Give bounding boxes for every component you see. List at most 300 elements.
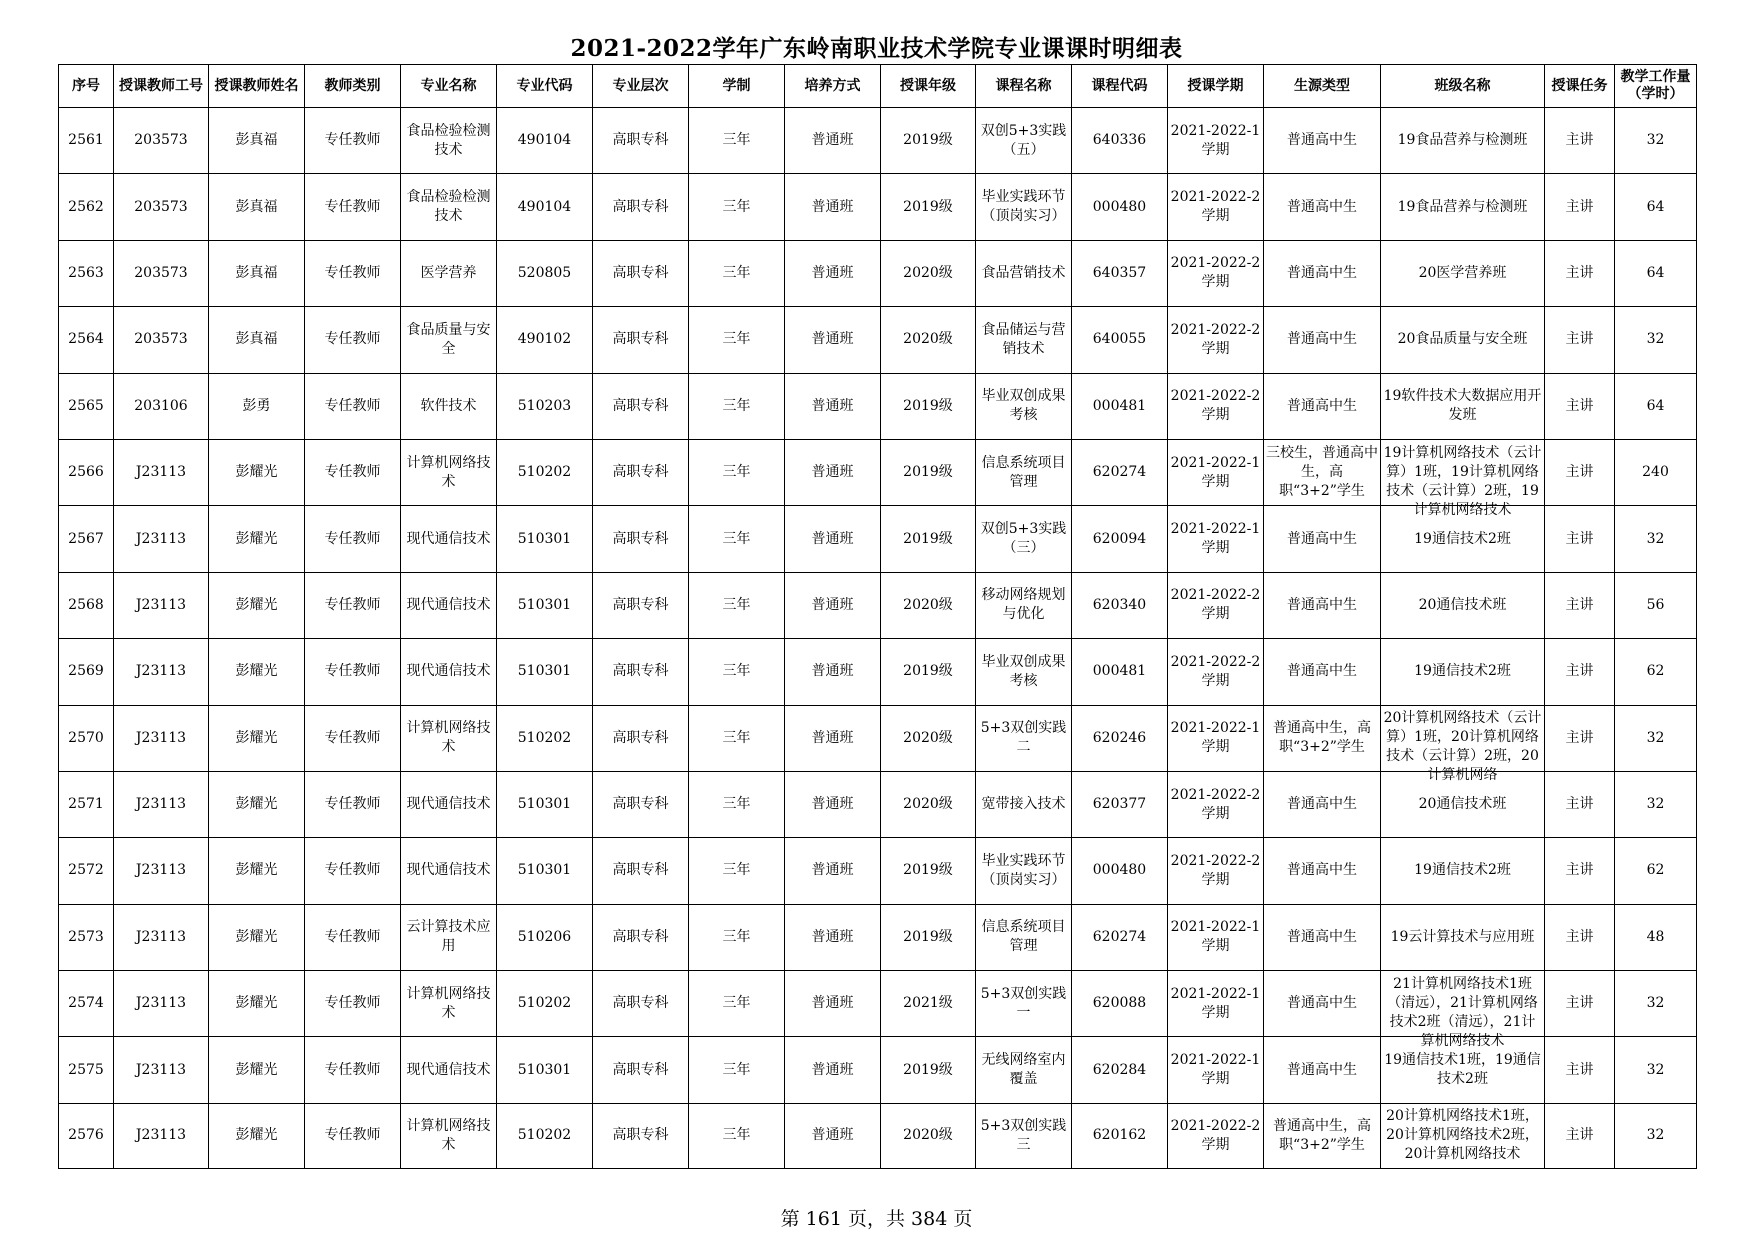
teacher-id-text: J23113 — [135, 729, 187, 746]
teacher-id-text: J23113 — [135, 464, 187, 481]
row-number-text: 2572 — [68, 862, 104, 879]
cell-major-code — [497, 373, 593, 439]
cell-major-level — [593, 904, 689, 970]
cell-student-source — [1264, 771, 1381, 837]
cell-class-name — [1381, 971, 1545, 1049]
cell-major-name — [401, 1103, 497, 1168]
major-name-text: 软件技术 — [420, 397, 477, 414]
cell-student-source — [1264, 108, 1381, 174]
course-name-text: 5+3双创实践三 — [980, 1117, 1067, 1153]
cell-semester — [1168, 506, 1264, 572]
cell-training-mode — [785, 439, 881, 505]
cell-teaching-role — [1545, 771, 1615, 837]
cell-semester — [1168, 838, 1264, 904]
cell-student-source — [1264, 174, 1381, 240]
workload-hours-text: 62 — [1646, 663, 1665, 680]
cell-teaching-role — [1545, 1103, 1615, 1168]
cell-major-name — [401, 373, 497, 439]
major-name-text: 云计算技术应用 — [406, 919, 491, 955]
course-code-text: 620340 — [1092, 596, 1147, 613]
cell-course-code — [1072, 174, 1168, 240]
cell-teaching-role — [1545, 240, 1615, 306]
cell-course-code — [1072, 1103, 1168, 1168]
table-row — [59, 971, 1697, 1037]
course-code-text: 620094 — [1092, 530, 1147, 547]
cell-class-name — [1381, 307, 1545, 373]
major-name-text: 现代通信技术 — [406, 862, 491, 879]
cell-major-code — [497, 240, 593, 306]
cell-workload-hours — [1615, 1037, 1697, 1103]
cell-course-name — [976, 771, 1072, 837]
cell-major-name — [401, 572, 497, 638]
semester-text: 2021-2022-2学期 — [1170, 1117, 1261, 1153]
grade-text: 2019级 — [903, 464, 953, 481]
program-length-text: 三年 — [722, 397, 751, 414]
cell-program-length — [689, 838, 785, 904]
class-name-text: 19食品营养与检测班 — [1397, 198, 1528, 215]
teacher-type-text: 专任教师 — [324, 198, 381, 215]
cell-teacher-id — [114, 639, 209, 705]
cell-row-number — [59, 838, 114, 904]
course-code-text: 640357 — [1092, 264, 1147, 281]
class-name-text: 19通信技术2班 — [1414, 862, 1511, 879]
grade-text: 2019级 — [903, 663, 953, 680]
program-length-text: 三年 — [722, 862, 751, 879]
course-name-text: 食品储运与营销技术 — [981, 321, 1066, 357]
teacher-id-text: J23113 — [135, 530, 187, 547]
cell-teacher-type — [305, 838, 401, 904]
teacher-type-text: 专任教师 — [324, 862, 381, 879]
cell-teacher-id — [114, 506, 209, 572]
cell-major-name — [401, 639, 497, 705]
cell-course-name — [976, 705, 1072, 771]
class-name-text: 19计算机网络技术（云计算）1班，19计算机网络技术（云计算）2班，19计算机网络技术 — [1383, 444, 1542, 518]
cell-grade — [881, 572, 976, 638]
major-level-text: 高职专科 — [612, 1127, 669, 1144]
cell-course-code — [1072, 904, 1168, 970]
cell-teaching-role — [1545, 439, 1615, 505]
major-level-text: 高职专科 — [612, 530, 669, 547]
col-header: 序号 — [59, 65, 114, 108]
grade-text: 2019级 — [903, 1061, 953, 1078]
cell-training-mode — [785, 307, 881, 373]
student-source-text: 普通高中生 — [1287, 1061, 1357, 1078]
cell-program-length — [689, 439, 785, 505]
cell-student-source — [1264, 506, 1381, 572]
cell-teacher-name — [209, 971, 305, 1037]
cell-student-source — [1264, 572, 1381, 638]
teacher-type-text: 专任教师 — [324, 397, 381, 414]
cell-workload-hours — [1615, 373, 1697, 439]
cell-training-mode — [785, 639, 881, 705]
teacher-name-text: 彭耀光 — [235, 464, 278, 481]
cell-course-name — [976, 1103, 1072, 1168]
cell-teacher-name — [209, 174, 305, 240]
student-source-text: 普通高中生，高职“3+2”学生 — [1273, 1117, 1371, 1153]
teaching-role-text: 主讲 — [1565, 995, 1594, 1012]
cell-major-name — [401, 240, 497, 306]
program-length-text: 三年 — [722, 198, 751, 215]
major-code-text: 490104 — [517, 198, 572, 215]
cell-teaching-role — [1545, 705, 1615, 771]
semester-text: 2021-2022-2学期 — [1170, 189, 1261, 225]
row-number-text: 2567 — [68, 530, 104, 547]
cell-major-code — [497, 572, 593, 638]
page-number-footer: 第 161 页，共 384 页 — [780, 1208, 973, 1230]
cell-teacher-name — [209, 904, 305, 970]
course-code-text: 620088 — [1092, 995, 1147, 1012]
teacher-id-text: J23113 — [135, 928, 187, 945]
major-name-text: 现代通信技术 — [406, 530, 491, 547]
cell-semester — [1168, 771, 1264, 837]
teaching-role-text: 主讲 — [1565, 729, 1594, 746]
cell-teaching-role — [1545, 506, 1615, 572]
cell-class-name — [1381, 108, 1545, 174]
training-mode-text: 普通班 — [811, 530, 854, 547]
teaching-role-text: 主讲 — [1565, 796, 1594, 813]
cell-teaching-role — [1545, 1037, 1615, 1103]
table-row — [59, 705, 1697, 771]
cell-grade — [881, 705, 976, 771]
cell-major-name — [401, 439, 497, 505]
cell-semester — [1168, 1037, 1264, 1103]
major-level-text: 高职专科 — [612, 796, 669, 813]
cell-semester — [1168, 439, 1264, 505]
cell-major-code — [497, 904, 593, 970]
grade-text: 2020级 — [903, 596, 953, 613]
semester-text: 2021-2022-1学期 — [1170, 1052, 1261, 1088]
workload-hours-text: 64 — [1646, 264, 1665, 281]
cell-teacher-type — [305, 572, 401, 638]
col-header: 授课教师姓名 — [209, 65, 305, 108]
cell-course-code — [1072, 572, 1168, 638]
cell-teacher-type — [305, 1103, 401, 1168]
cell-training-mode — [785, 240, 881, 306]
course-code-text: 620162 — [1092, 1127, 1147, 1144]
cell-teacher-type — [305, 904, 401, 970]
row-number-text: 2570 — [68, 729, 104, 746]
course-name-text: 毕业双创成果考核 — [981, 388, 1066, 424]
course-name-text: 毕业实践环节（顶岗实习） — [981, 852, 1066, 888]
row-number-text: 2576 — [68, 1127, 104, 1144]
teacher-name-text: 彭耀光 — [235, 1127, 278, 1144]
cell-course-code — [1072, 639, 1168, 705]
training-mode-text: 普通班 — [811, 397, 854, 414]
teacher-id-text: J23113 — [135, 796, 187, 813]
workload-hours-text: 32 — [1646, 132, 1665, 149]
cell-course-name — [976, 108, 1072, 174]
teacher-id-text: 203106 — [134, 397, 188, 414]
class-name-text: 20医学营养班 — [1418, 264, 1507, 281]
cell-program-length — [689, 904, 785, 970]
major-code-text: 510202 — [517, 1127, 572, 1144]
cell-class-name — [1381, 1103, 1545, 1168]
cell-semester — [1168, 1103, 1264, 1168]
cell-teaching-role — [1545, 904, 1615, 970]
major-code-text: 510301 — [517, 1061, 572, 1078]
major-level-text: 高职专科 — [612, 995, 669, 1012]
program-length-text: 三年 — [722, 464, 751, 481]
major-code-text: 510301 — [517, 862, 572, 879]
cell-teacher-type — [305, 373, 401, 439]
cell-semester — [1168, 307, 1264, 373]
cell-major-level — [593, 307, 689, 373]
grade-text: 2020级 — [903, 331, 953, 348]
cell-teacher-id — [114, 838, 209, 904]
program-length-text: 三年 — [722, 331, 751, 348]
major-name-text: 计算机网络技术 — [406, 720, 491, 756]
teaching-role-text: 主讲 — [1565, 928, 1594, 945]
cell-class-name — [1381, 240, 1545, 306]
row-number-text: 2562 — [68, 198, 104, 215]
cell-training-mode — [785, 838, 881, 904]
student-source-text: 普通高中生，高职“3+2”学生 — [1273, 720, 1371, 756]
teacher-type-text: 专任教师 — [324, 928, 381, 945]
semester-text: 2021-2022-2学期 — [1170, 587, 1261, 623]
cell-class-name — [1381, 904, 1545, 970]
teacher-type-text: 专任教师 — [324, 663, 381, 680]
semester-text: 2021-2022-2学期 — [1170, 852, 1261, 888]
cell-major-level — [593, 373, 689, 439]
cell-semester — [1168, 705, 1264, 771]
cell-major-code — [497, 506, 593, 572]
cell-teacher-name — [209, 572, 305, 638]
col-header: 授课学期 — [1168, 65, 1264, 108]
major-name-text: 现代通信技术 — [406, 663, 491, 680]
cell-major-code — [497, 971, 593, 1037]
cell-course-name — [976, 506, 1072, 572]
major-level-text: 高职专科 — [612, 264, 669, 281]
teaching-role-text: 主讲 — [1565, 596, 1594, 613]
teacher-name-text: 彭耀光 — [235, 530, 278, 547]
cell-program-length — [689, 373, 785, 439]
cell-student-source — [1264, 705, 1381, 771]
cell-course-code — [1072, 1037, 1168, 1103]
course-name-text: 双创5+3实践（三） — [980, 521, 1067, 557]
cell-teaching-role — [1545, 174, 1615, 240]
program-length-text: 三年 — [722, 1127, 751, 1144]
cell-teacher-id — [114, 108, 209, 174]
grade-text: 2020级 — [903, 264, 953, 281]
cell-workload-hours — [1615, 572, 1697, 638]
teacher-id-text: J23113 — [135, 1127, 187, 1144]
cell-major-level — [593, 771, 689, 837]
grade-text: 2020级 — [903, 796, 953, 813]
major-name-text: 现代通信技术 — [406, 596, 491, 613]
cell-major-name — [401, 307, 497, 373]
cell-major-level — [593, 572, 689, 638]
cell-teacher-type — [305, 705, 401, 771]
cell-class-name — [1381, 373, 1545, 439]
cell-major-level — [593, 108, 689, 174]
teacher-type-text: 专任教师 — [324, 530, 381, 547]
cell-course-name — [976, 240, 1072, 306]
cell-course-name — [976, 838, 1072, 904]
cell-workload-hours — [1615, 971, 1697, 1037]
cell-training-mode — [785, 108, 881, 174]
teacher-name-text: 彭耀光 — [235, 596, 278, 613]
cell-course-code — [1072, 771, 1168, 837]
cell-teacher-name — [209, 771, 305, 837]
cell-training-mode — [785, 506, 881, 572]
cell-major-code — [497, 705, 593, 771]
cell-grade — [881, 639, 976, 705]
cell-major-level — [593, 240, 689, 306]
course-name-text: 毕业双创成果考核 — [981, 653, 1066, 689]
training-mode-text: 普通班 — [811, 331, 854, 348]
cell-semester — [1168, 240, 1264, 306]
cell-grade — [881, 439, 976, 505]
student-source-text: 普通高中生 — [1287, 397, 1357, 414]
cell-major-level — [593, 506, 689, 572]
cell-major-name — [401, 904, 497, 970]
teaching-role-text: 主讲 — [1565, 663, 1594, 680]
semester-text: 2021-2022-1学期 — [1170, 720, 1261, 756]
cell-training-mode — [785, 971, 881, 1037]
workload-hours-text: 56 — [1646, 596, 1665, 613]
cell-row-number — [59, 373, 114, 439]
cell-course-code — [1072, 506, 1168, 572]
major-name-text: 计算机网络技术 — [406, 454, 491, 490]
col-header: 班级名称 — [1381, 65, 1545, 108]
cell-grade — [881, 904, 976, 970]
teacher-type-text: 专任教师 — [324, 995, 381, 1012]
class-name-text: 19软件技术大数据应用开发班 — [1383, 388, 1542, 424]
class-name-text: 21计算机网络技术1班（清远），21计算机网络技术2班（清远），21计算机网络技术 — [1387, 975, 1538, 1049]
class-name-text: 19通信技术2班 — [1414, 530, 1511, 547]
cell-workload-hours — [1615, 639, 1697, 705]
program-length-text: 三年 — [722, 663, 751, 680]
cell-course-code — [1072, 439, 1168, 505]
teacher-name-text: 彭耀光 — [235, 663, 278, 680]
cell-course-code — [1072, 971, 1168, 1037]
major-code-text: 510301 — [517, 663, 572, 680]
cell-grade — [881, 1037, 976, 1103]
cell-row-number — [59, 639, 114, 705]
cell-program-length — [689, 506, 785, 572]
major-level-text: 高职专科 — [612, 397, 669, 414]
major-name-text: 现代通信技术 — [406, 796, 491, 813]
course-name-text: 毕业实践环节（顶岗实习） — [981, 189, 1066, 225]
cell-major-name — [401, 108, 497, 174]
cell-teaching-role — [1545, 307, 1615, 373]
major-name-text: 计算机网络技术 — [406, 985, 491, 1021]
student-source-text: 普通高中生 — [1287, 331, 1357, 348]
workload-hours-text: 32 — [1646, 729, 1665, 746]
col-header: 课程名称 — [976, 65, 1072, 108]
teacher-type-text: 专任教师 — [324, 596, 381, 613]
row-number-text: 2563 — [68, 264, 104, 281]
course-name-text: 双创5+3实践（五） — [980, 122, 1067, 158]
cell-grade — [881, 240, 976, 306]
table-row — [59, 108, 1697, 174]
cell-teacher-type — [305, 971, 401, 1037]
cell-teaching-role — [1545, 971, 1615, 1037]
row-number-text: 2571 — [68, 796, 104, 813]
cell-training-mode — [785, 705, 881, 771]
course-code-text: 620246 — [1092, 729, 1147, 746]
cell-course-name — [976, 639, 1072, 705]
program-length-text: 三年 — [722, 530, 751, 547]
teacher-type-text: 专任教师 — [324, 331, 381, 348]
cell-teacher-id — [114, 174, 209, 240]
program-length-text: 三年 — [722, 596, 751, 613]
cell-training-mode — [785, 572, 881, 638]
cell-class-name — [1381, 639, 1545, 705]
cell-major-code — [497, 1037, 593, 1103]
cell-workload-hours — [1615, 1103, 1697, 1168]
semester-text: 2021-2022-2学期 — [1170, 786, 1261, 822]
cell-program-length — [689, 174, 785, 240]
cell-row-number — [59, 439, 114, 505]
teaching-role-text: 主讲 — [1565, 862, 1594, 879]
student-source-text: 普通高中生 — [1287, 530, 1357, 547]
cell-workload-hours — [1615, 439, 1697, 505]
class-name-text: 19通信技术2班 — [1414, 663, 1511, 680]
cell-teacher-name — [209, 705, 305, 771]
major-level-text: 高职专科 — [612, 198, 669, 215]
cell-course-code — [1072, 838, 1168, 904]
cell-semester — [1168, 971, 1264, 1037]
cell-teaching-role — [1545, 639, 1615, 705]
course-code-text: 620377 — [1092, 796, 1147, 813]
teacher-id-text: 203573 — [134, 331, 188, 348]
cell-teacher-id — [114, 705, 209, 771]
cell-row-number — [59, 108, 114, 174]
grade-text: 2019级 — [903, 198, 953, 215]
major-level-text: 高职专科 — [612, 729, 669, 746]
row-number-text: 2575 — [68, 1061, 104, 1078]
student-source-text: 普通高中生 — [1287, 862, 1357, 879]
major-level-text: 高职专科 — [612, 331, 669, 348]
cell-course-code — [1072, 373, 1168, 439]
cell-row-number — [59, 705, 114, 771]
student-source-text: 普通高中生 — [1287, 663, 1357, 680]
cell-student-source — [1264, 838, 1381, 904]
cell-teacher-id — [114, 971, 209, 1037]
table-row — [59, 904, 1697, 970]
course-code-text: 620284 — [1092, 1061, 1147, 1078]
cell-course-code — [1072, 307, 1168, 373]
cell-workload-hours — [1615, 108, 1697, 174]
major-name-text: 计算机网络技术 — [406, 1117, 491, 1153]
cell-major-name — [401, 771, 497, 837]
student-source-text: 三校生，普通高中生，高职“3+2”学生 — [1266, 445, 1378, 500]
grade-text: 2019级 — [903, 132, 953, 149]
class-name-text: 20通信技术班 — [1418, 796, 1507, 813]
cell-course-code — [1072, 108, 1168, 174]
cell-row-number — [59, 240, 114, 306]
semester-text: 2021-2022-1学期 — [1170, 122, 1261, 158]
major-name-text: 食品检验检测技术 — [406, 189, 491, 225]
workload-hours-text: 32 — [1646, 530, 1665, 547]
cell-major-name — [401, 1037, 497, 1103]
cell-training-mode — [785, 771, 881, 837]
training-mode-text: 普通班 — [811, 198, 854, 215]
cell-training-mode — [785, 1103, 881, 1168]
program-length-text: 三年 — [722, 264, 751, 281]
major-level-text: 高职专科 — [612, 663, 669, 680]
major-name-text: 食品质量与安全 — [406, 321, 491, 357]
cell-teacher-id — [114, 1103, 209, 1168]
program-length-text: 三年 — [722, 729, 751, 746]
row-number-text: 2569 — [68, 663, 104, 680]
student-source-text: 普通高中生 — [1287, 928, 1357, 945]
cell-teaching-role — [1545, 572, 1615, 638]
cell-major-code — [497, 174, 593, 240]
cell-row-number — [59, 904, 114, 970]
col-header: 学制 — [689, 65, 785, 108]
